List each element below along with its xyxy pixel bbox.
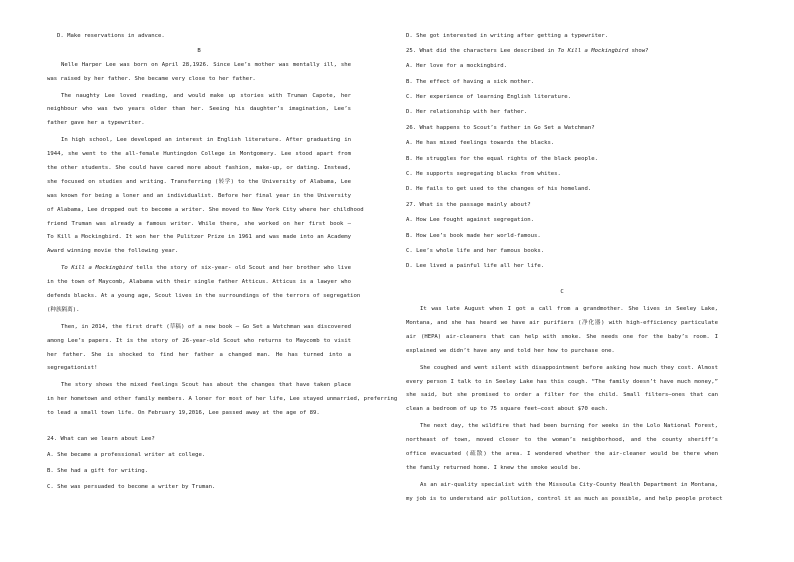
option-a: A. Her love for a mockingbird. (406, 63, 508, 70)
text-line: Then, in 2014, the first draft (草稿) of a new book — Go Set a Watchman was discovered (61, 323, 351, 330)
option-a: A. She became a professional writer at college. (47, 451, 206, 458)
text-line: every person I talk to in Seeley Lake has this cough. “The family doesn’t have much money,” (406, 378, 718, 385)
question-25-options (406, 60, 718, 120)
paragraph-birth (47, 59, 351, 87)
question-27 (406, 199, 718, 274)
option-d: D. He fails to get used to the changes of his homeland. (406, 186, 592, 193)
text-line: To Kill a Mockingbird. It won her the Pulitzer Prize in 1961 and was made into an Academy (47, 234, 351, 241)
text-line: office evacuated (疏散) the area. I wondered whether the air-cleaner would be there when (406, 451, 718, 458)
text-line: among Lee’s papers. It is the story of 26-year-old Scout who returns to Maycomb to visit (47, 337, 351, 344)
text-line: Award winning movie the following year. (47, 248, 179, 255)
option-a: A. He has mixed feelings towards the blacks. (406, 140, 555, 147)
text-line (47, 262, 351, 276)
text-line: friend Truman was already a famous writer. While there, she worked on her first book — (47, 220, 351, 227)
text-line: to lead a small town life. On February 19,2016, Lee passed away at the age of 89. (47, 410, 320, 417)
option-b: B. The effect of having a sick mother. (406, 78, 534, 85)
text-line: Montana, and she has heard we have air purifiers (净化器) with high-efficiency particulate (406, 320, 718, 327)
text-line: in her hometown and other family members. A loner for most of her life, Lee stayed unmarried, preferring (47, 396, 398, 403)
section-b-heading: B (197, 47, 201, 54)
text-line: neighbour who was two years older than her. Seeing his daughter’s imagination, Lee’s (47, 106, 351, 113)
text-line: The next day, the wildfire that had been burning for weeks in the Lolo National Forest, (420, 423, 718, 430)
option-c: C. Her experience of learning English literature. (406, 94, 572, 101)
text-line: her father. She is shocked to find her father a changed man. He has turned into a (47, 351, 351, 358)
text-line: the other students. She could have cared more about fashion, make-up, or dating. Instead, (47, 165, 351, 172)
option-d: D. Lee lived a painful life all her life. (406, 263, 545, 270)
paragraph-later-life (47, 379, 398, 421)
paragraph-mockingbird (47, 262, 361, 318)
question-stem (406, 45, 718, 59)
text-line: 1944, she went to the all-female Huntingdon College in Montgomery. Lee stood apart from (47, 151, 351, 158)
text-line: of Alabama, Lee dropped out to become a writer. She moved to New York City where her childhood (47, 206, 364, 213)
paragraph-cough (406, 362, 718, 418)
option-a: A. How Lee fought against segregation. (406, 217, 534, 224)
text-run: show? (628, 47, 649, 54)
text-line: in the town of Maycomb, Alabama with their single father Atticus. Atticus is a lawyer who (47, 279, 351, 286)
paragraph-childhood (47, 90, 351, 132)
option-c: C. Lee’s whole life and her famous books. (406, 247, 545, 254)
option-d: D. Her relationship with her father. (406, 109, 528, 116)
text-line: Nelle Harper Lee was born on April 28,1926. Since Lee’s mother was mentally ill, she (61, 61, 351, 68)
text-line: As an air-quality specialist with the Missoula City-County Health Department in Montana, (420, 481, 718, 488)
option-b: B. She had a gift for writing. (47, 467, 149, 474)
text-line: was known for being a loner and an individualist. Before her final year in the University (47, 192, 351, 199)
text-line: (种族隔离). (47, 306, 80, 313)
option-c: C. She was persuaded to become a writer by Truman. (47, 483, 216, 490)
text-line: The story shows the mixed feelings Scout has about the changes that have taken place (61, 382, 351, 389)
text-line: segregationist! (47, 365, 98, 372)
question-24 (47, 433, 351, 495)
text-line: she focused on studies and writing. Transferring (转学) to the University of Alabama, Lee (47, 178, 351, 185)
text-line: She coughed and went silent with disappointment before asking how much they cost. Almost (420, 364, 718, 371)
text-run: tells the story of six-year- old Scout and her brother who live (132, 265, 351, 272)
book-title: To Kill a Mockingbird (61, 265, 133, 272)
paragraph-specialist (406, 479, 723, 507)
text-line: my job is to understand air pollution, control it as much as possible, and help people protect (406, 495, 723, 502)
text-line: It was late August when I got a call from a grandmother. She lives in Seeley Lake, (420, 306, 718, 313)
paragraph-watchman (47, 321, 351, 377)
text-line: defends blacks. At a young age, Scout lives in the surroundings of the terrors of segregation (47, 293, 361, 300)
option-c: C. He supports segregating blacks from whites. (406, 171, 561, 178)
left-column (47, 30, 398, 495)
option-d: D. She got interested in writing after getting a typewriter. (406, 33, 609, 39)
text-line: the family returned home. I knew the smoke would be. (406, 464, 582, 471)
text-line: clean a bedroom of up to 75 square feet—cost about $70 each. (406, 406, 609, 413)
section-c-heading: C (560, 289, 564, 296)
right-column (406, 30, 723, 507)
text-line: was raised by her father. She became very close to her father. (47, 75, 256, 82)
option-d-previous: D. Make reservations in advance. (57, 33, 165, 39)
text-run: 25. What did the characters Lee described in (406, 47, 558, 54)
text-line: air (HEPA) air-cleaners that can help with smoke. She needs one for the baby’s room. I (406, 333, 718, 340)
text-line: In high school, Lee developed an interest in English literature. After graduating in (61, 137, 351, 144)
text-line: father gave her a typewriter. (47, 120, 145, 127)
text-line: northeast of town, moved closer to the woman’s neighborhood, and the county sheriff’s (406, 437, 718, 444)
question-stem: 26. What happens to Scout’s father in Go Set a Watchman? (406, 124, 595, 131)
paragraph-wildfire (406, 420, 718, 476)
option-b: B. How Lee’s book made her world-famous. (406, 232, 541, 239)
text-line: The naughty Lee loved reading, and would make up stories with Truman Capote, her (61, 92, 351, 99)
book-title: To Kill a Mockingbird (557, 47, 629, 54)
question-stem: 27. What is the passage mainly about? (406, 201, 531, 208)
paragraph-education (47, 134, 364, 259)
option-b: B. He struggles for the equal rights of the black people. (406, 155, 598, 162)
question-stem: 24. What can we learn about Lee? (47, 436, 155, 443)
paragraph-phone-call (406, 303, 718, 359)
text-line: she said, but she promised to order a filter for the child. Small filters—ones that can (406, 392, 718, 399)
text-line: explained we didn’t have any and told her how to purchase one. (406, 347, 615, 354)
question-26 (406, 122, 718, 197)
